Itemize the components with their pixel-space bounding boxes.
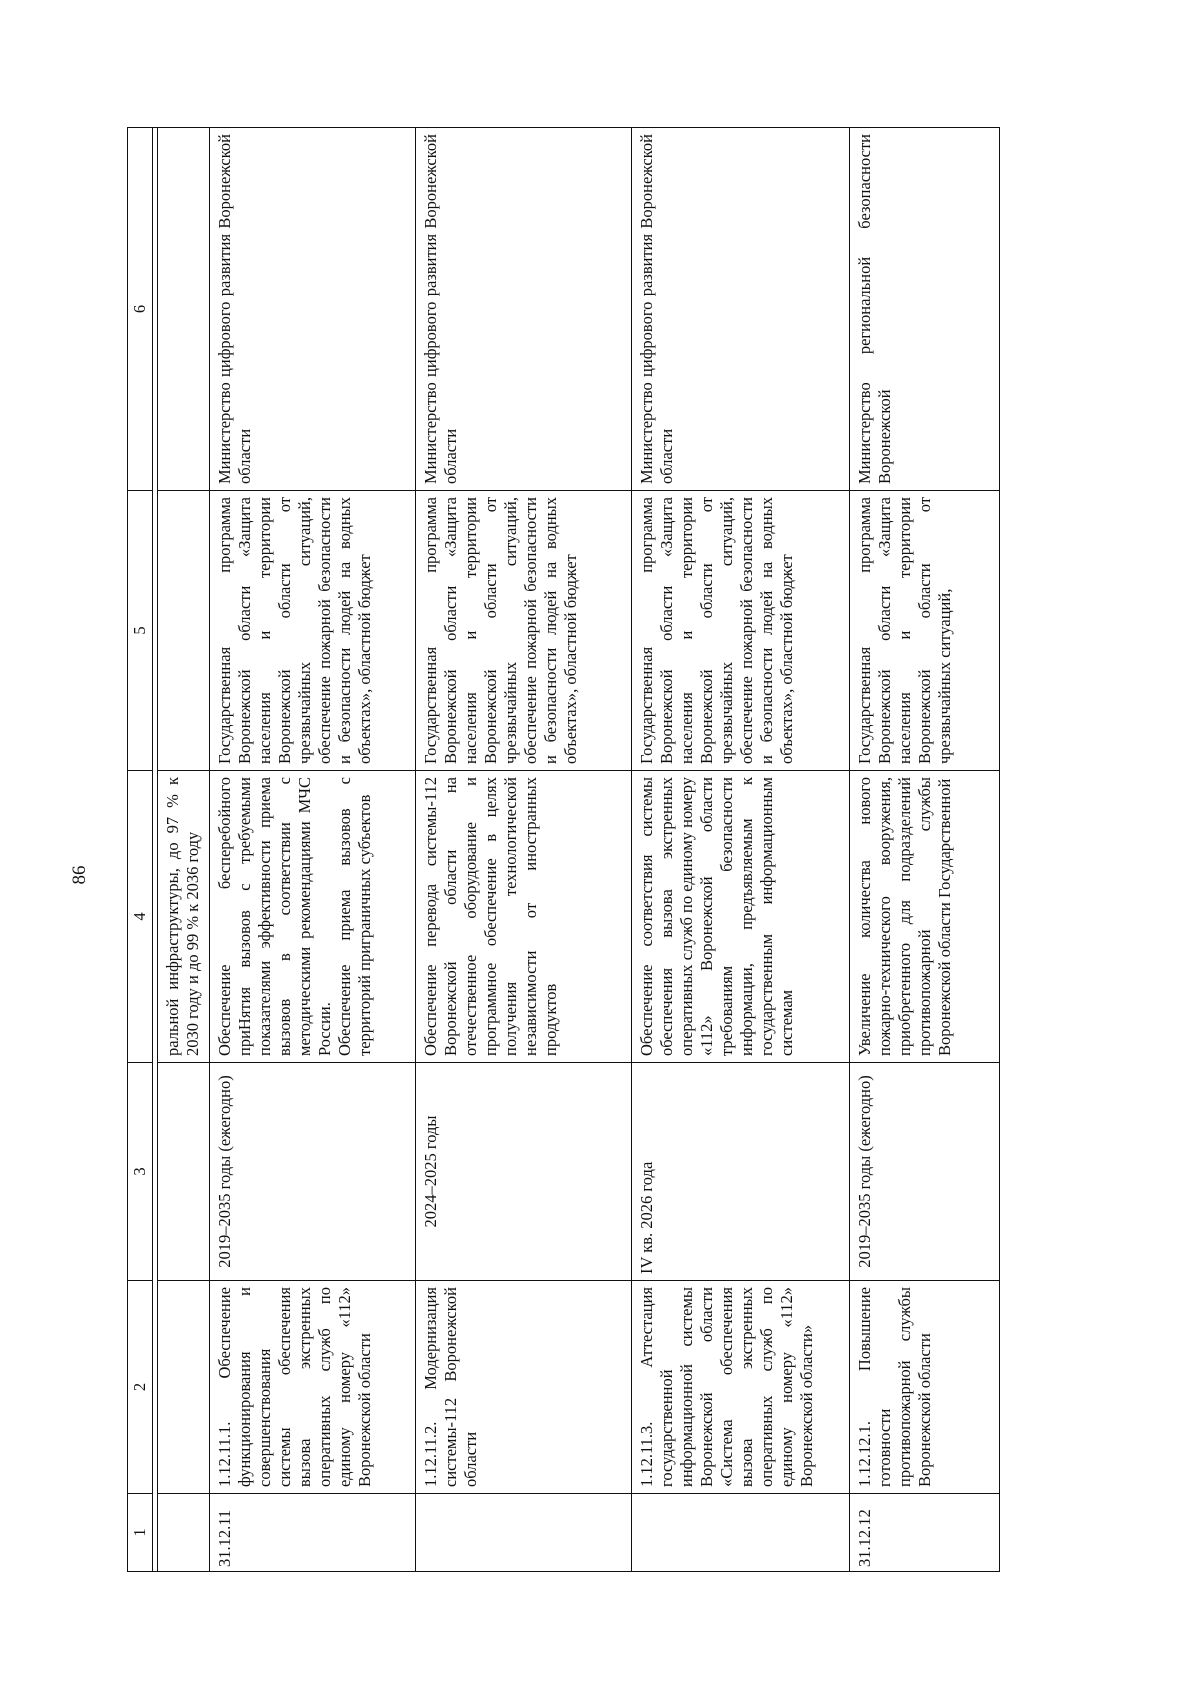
measures-table xyxy=(127,127,1000,1572)
row-measure-name: 1.12.12.1. Повышение готовности противопожарной службы Воронежской области xyxy=(850,1281,1000,1494)
col-header-6: 6 xyxy=(128,128,153,491)
row-program: Государственная программа Воронежской области «Защита населения и территории Воронежской области от чрезвычайных ситуаций, обеспечение пожарной безопасности и безопасности людей на водных объектах», областной бюджет xyxy=(632,491,850,771)
row-period: 2019–2035 годы (ежегодно) xyxy=(850,1063,1000,1281)
continuation-result: ральной инфраструктуры, до 97 % к 2030 году и до 99 % к 2036 году xyxy=(158,771,210,1063)
col-header-5: 5 xyxy=(128,491,153,771)
row-period: 2024–2025 годы xyxy=(416,1063,632,1281)
column-header-row xyxy=(128,128,153,1572)
table-row xyxy=(416,128,632,1572)
row-code: 31.12.12 xyxy=(850,1494,1000,1572)
row-result-line: Обеспечение соответствия системы обеспечения вызова экстренных оперативных служб по единому номеру «112» Воронежской области требованиям безопасности информации, предъявляемым к государственным информационным системам xyxy=(637,777,796,1056)
row-period: 2019–2035 годы (ежегодно) xyxy=(210,1063,416,1281)
row-result-line: Обеспечение перевода системы-112 Воронежской области на отечественное оборудование и программное обеспечение в целях получения технологической независимости от иностранных продуктов xyxy=(421,777,560,1056)
row-measure-name: 1.12.11.3. Аттестация государственной информационной системы Воронежской области «Система обеспечения вызова экстренных оперативных служб по единому номеру «112» Воронежской области» xyxy=(632,1281,850,1494)
row-result-line: Увеличение количества нового пожарно-технического вооружения, приобретенного для подразделений противопожарной службы Воронежской области Государственной xyxy=(855,777,954,1056)
row-executor: Министерство цифрового развития Воронежской области xyxy=(632,128,850,491)
table-row xyxy=(210,128,416,1572)
rotated-page-content xyxy=(127,128,1027,1572)
row-program: Государственная программа Воронежской области «Защита населения и территории Воронежской области от чрезвычайных ситуаций, xyxy=(850,491,1000,771)
row-result xyxy=(210,771,416,1063)
col-header-2: 2 xyxy=(128,1281,153,1494)
row-executor: Министерство региональной безопасности Воронежской xyxy=(850,128,1000,491)
row-program: Государственная программа Воронежской области «Защита населения и территории Воронежской области от чрезвычайных ситуаций, обеспечение пожарной безопасности и безопасности людей на водных объектах», областной бюджет xyxy=(416,491,632,771)
table-row xyxy=(632,128,850,1572)
row-period: IV кв. 2026 года xyxy=(632,1063,850,1281)
table-row xyxy=(850,128,1000,1572)
row-result-line: Обеспечение приема вызовов с территорий приграничных субъектов xyxy=(335,777,374,1056)
row-program: Государственная программа Воронежской области «Защита населения и территории Воронежской области от чрезвычайных ситуаций, обеспечение пожарной безопасности и безопасности людей на водных объектах», областной бюджет xyxy=(210,491,416,771)
row-executor: Министерство цифрового развития Воронежской области xyxy=(210,128,416,491)
row-code: 31.12.11 xyxy=(210,1494,416,1572)
row-code xyxy=(416,1494,632,1572)
row-executor: Министерство цифрового развития Воронежской области xyxy=(416,128,632,491)
row-result xyxy=(632,771,850,1063)
col-header-4: 4 xyxy=(128,771,153,1063)
col-header-1: 1 xyxy=(128,1494,153,1572)
row-measure-name: 1.12.11.1. Обеспечение функционирования и совершенствования системы обеспечения вызова экстренных оперативных служб по единому номеру «112» Воронежской области xyxy=(210,1281,416,1494)
row-result xyxy=(416,771,632,1063)
row-result-line: Обеспечение бесперебойного приНятия вызовов с требуемыми показателями эффективности приема вызовов в соответствии с методическими рекомендациями МЧС России. xyxy=(215,777,334,1056)
row-result xyxy=(850,771,1000,1063)
row-measure-name: 1.12.11.2. Модернизация системы-112 Воронежской области xyxy=(416,1281,632,1494)
continuation-row xyxy=(158,128,210,1572)
row-code xyxy=(632,1494,850,1572)
page-number: 86 xyxy=(69,865,90,885)
col-header-3: 3 xyxy=(128,1063,153,1281)
